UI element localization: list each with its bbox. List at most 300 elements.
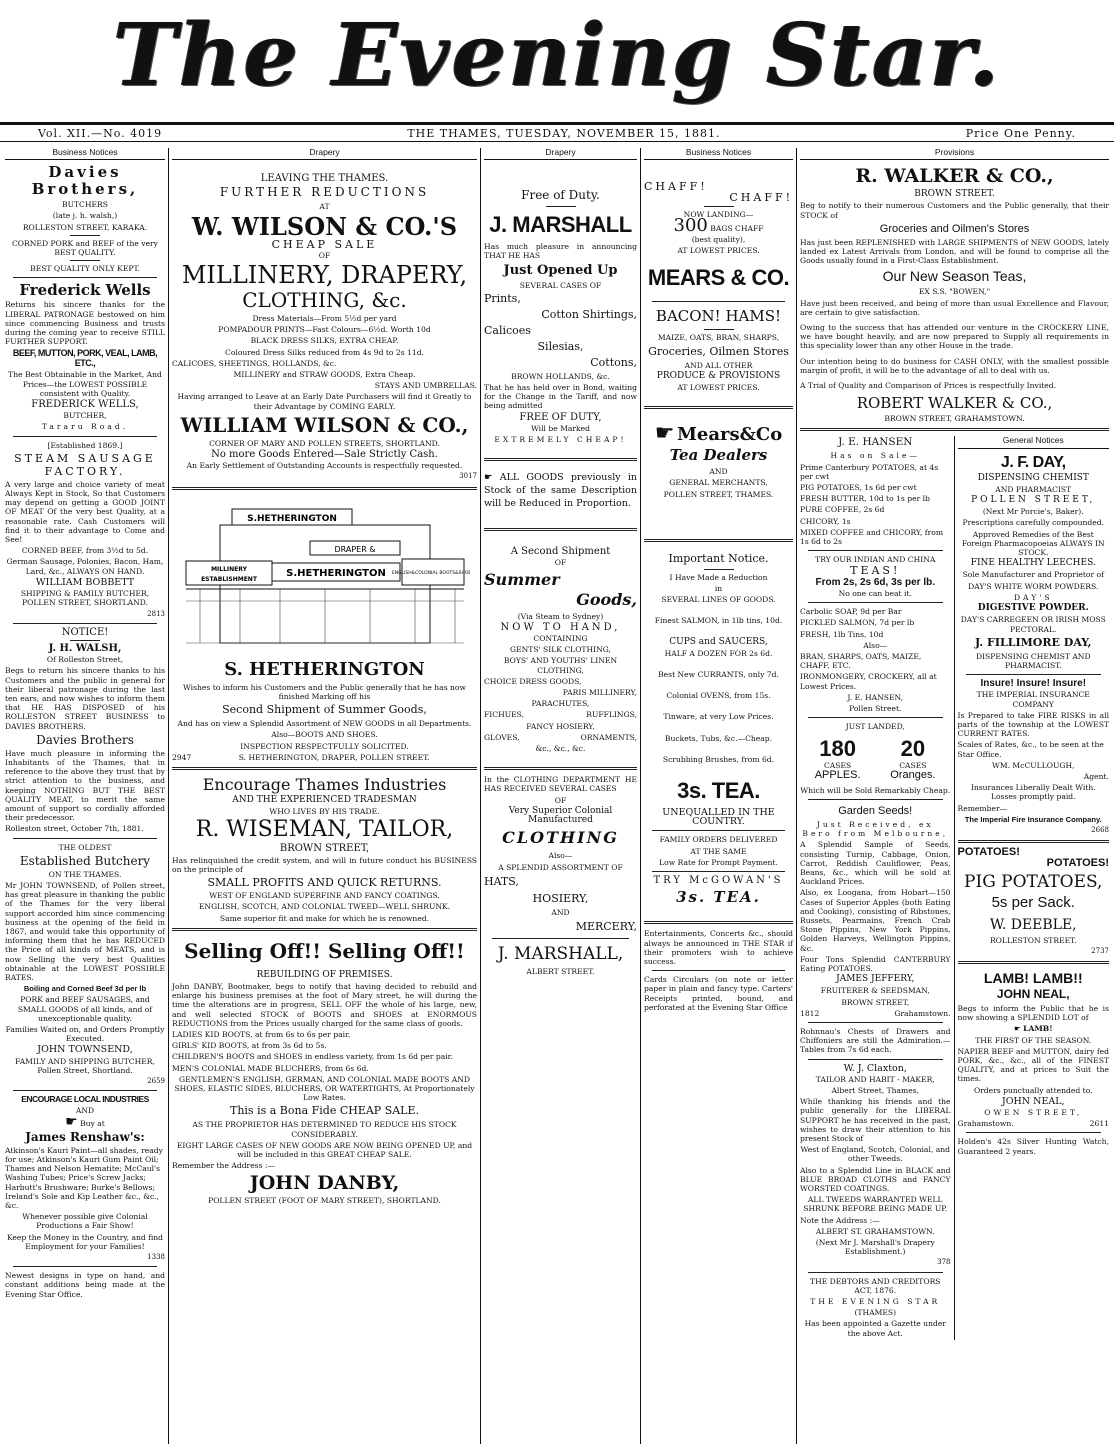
cotton-shirtings: Cotton Shirtings, bbox=[541, 307, 637, 321]
butchery-location: ON THE THAMES. bbox=[48, 869, 122, 879]
davies-best: BEST QUALITY ONLY KEPT. bbox=[30, 264, 140, 274]
ad-number: 3017 bbox=[459, 472, 477, 481]
cash-only: Our intention being to do business for CASH ONLY, with the smallest possible margin of profit, it will be to the advantage of all to deal with us. bbox=[800, 356, 1109, 375]
remember-address: Remember the Address :— bbox=[172, 1161, 276, 1171]
dress-materials: Dress Materials—From 5½d per yard bbox=[252, 314, 397, 324]
shopfront-illustration bbox=[180, 501, 470, 651]
renshaw-items: Atkinson's Kauri Paint—all shades, ready for use; Atkinson's Kauri Gum Paint Oil; Thames and Nelson Hematite; McCaul's Washing Tubes; Price's Screw Jacks; Harbutt's Brushware; Burke's Bellows; Ireland's Sole and Kip Leather &c., &c., &c. bbox=[5, 1145, 163, 1211]
imperial-company: THE IMPERIAL INSURANCE COMPANY bbox=[976, 690, 1090, 709]
scrubbing-brushes: Scrubbing Brushes, from 6d. bbox=[662, 754, 775, 764]
ad-number: 2813 bbox=[147, 609, 165, 618]
renshaw-keep: Keep the Money in the Country, and find Employment for your Families! bbox=[6, 1232, 164, 1251]
of-label-2: OF bbox=[554, 795, 567, 805]
neal-town: Grahamstown. bbox=[957, 1119, 1014, 1129]
buckets-tubs: Buckets, Tubs, &c.—Cheap. bbox=[664, 733, 773, 743]
colonial-ovens: Colonial OVENS, from 15s. bbox=[666, 691, 771, 701]
further-reductions: FURTHER REDUCTIONS bbox=[219, 185, 430, 200]
carbolic-soap: Carbolic SOAP, 9d per Bar bbox=[800, 607, 902, 617]
entertainments: Entertainments, Concerts &c., should always be announced in THE STAR if their promoters wish to achieve success. bbox=[644, 929, 793, 966]
claxton-name: W. J. Claxton, bbox=[843, 1062, 907, 1074]
ad-number: 2611 bbox=[1089, 1119, 1109, 1129]
eight-cases: EIGHT LARGE CASES OF NEW GOODS ARE NOW BEING OPENED UP, and will be included in this GREAT CHEAP SALE. bbox=[176, 1140, 473, 1159]
held-in-bond: That he has held over in Bond, waiting for the Change in the Tariff, and now being admitted bbox=[484, 383, 637, 411]
walker-title: R. WALKER & CO., bbox=[855, 165, 1054, 188]
healthy-leeches: FINE HEALTHY LEECHES. bbox=[970, 558, 1096, 569]
walsh-name: J. H. WALSH, bbox=[48, 642, 122, 654]
hetherington-title: S. HETHERINGTON bbox=[224, 658, 425, 680]
apples-cases: CASES bbox=[824, 761, 852, 771]
west-of-england: WEST OF ENGLAND SUPERFINE AND FANCY COATINGS. bbox=[209, 891, 440, 901]
sign-millinery: MILLINERY bbox=[210, 565, 247, 573]
next-marshall: (Next Mr J. Marshall's Drapery Establishment.) bbox=[815, 1238, 935, 1257]
prints: Prints, bbox=[484, 291, 521, 305]
ad-number: 2947 bbox=[172, 752, 192, 762]
pure-coffee: PURE COFFEE, 2s 6d bbox=[800, 505, 885, 515]
hetherington-address: S. HETHERINGTON, DRAPER, POLLEN STREET. bbox=[238, 752, 430, 762]
hetherington-view: And has on view a Splendid Assortment of NEW GOODS in all Departments. bbox=[177, 719, 472, 729]
butchery-title: Established Butchery bbox=[19, 853, 151, 868]
black-silks: BLACK DRESS SILKS, EXTRA CHEAP. bbox=[250, 336, 399, 346]
lamb-heading: LAMB! LAMB!! bbox=[983, 969, 1083, 986]
jeffery-town: Grahamstown. bbox=[894, 1008, 951, 1018]
important-notice: Important Notice. bbox=[668, 551, 769, 565]
sold-cheap: Which will be Sold Remarkably Cheap. bbox=[800, 785, 951, 795]
approved-remedies: Approved Remedies of the Best Foreign Pharmacopoeias ALWAYS IN STOCK. bbox=[961, 529, 1105, 558]
etc: &c., &c., &c. bbox=[535, 744, 586, 754]
chaff-2: CHAFF! bbox=[729, 191, 793, 205]
wells-road: Tararu Road. bbox=[41, 422, 129, 432]
davies2-text: Have much pleasure in informing the Inhabitants of the Thames, that in reference to the above they trust that by strict attention to the business, and keeping NOTHING BUT THE BEST QUALITY MEAT, to merit the same amount of support so cordially afforded their predecessor. bbox=[5, 748, 165, 823]
wiseman-title: R. WISEMAN, TAILOR, bbox=[195, 817, 454, 843]
established-date: [Established 1869.] bbox=[47, 440, 123, 450]
rolleston-street: ROLLESTON STREET. bbox=[989, 935, 1077, 945]
via-steam: (Via Steam to Sydney) bbox=[517, 611, 604, 621]
gazette-appointed: Has been appointed a Gazette under the above Act. bbox=[804, 1319, 946, 1338]
day-title: J. F. DAY, bbox=[1000, 453, 1066, 471]
now-landing: NOW LANDING— bbox=[683, 209, 754, 219]
ad-number: 1338 bbox=[147, 1253, 165, 1262]
have-made-reduction: I Have Made a Reduction bbox=[669, 572, 768, 582]
also-label: Also— bbox=[863, 640, 888, 650]
ad-number: 2668 bbox=[1091, 825, 1109, 834]
worm-powders: DAY'S WHITE WORM POWDERS. bbox=[968, 581, 1099, 591]
column-heading: Provisions bbox=[800, 148, 1109, 160]
deeble-name: W. DEEBLE, bbox=[989, 916, 1077, 933]
ad-number: 2737 bbox=[1091, 946, 1109, 955]
imperial-fire: The Imperial Fire Insurance Company. bbox=[964, 814, 1102, 824]
hansen-street: Pollen Street. bbox=[849, 703, 902, 713]
digestive-powder: DIGESTIVE POWDER. bbox=[977, 603, 1089, 614]
column-heading: Drapery bbox=[484, 148, 637, 160]
townsend-signature: JOHN TOWNSEND, bbox=[37, 1044, 133, 1056]
column-heading: Business Notices bbox=[5, 148, 165, 160]
davies2-date: Rolleston street, October 7th, 1881. bbox=[5, 824, 144, 834]
neal-begs: Begs to inform the Public that he is now showing a SPLENDID LOT of bbox=[957, 1003, 1109, 1023]
ad-number: 2659 bbox=[147, 1077, 165, 1086]
issue-date: THE THAMES, TUESDAY, NOVEMBER 15, 1881. bbox=[407, 126, 721, 140]
walker-grahamstown: BROWN STREET, GRAHAMSTOWN. bbox=[884, 414, 1025, 424]
tea-dealers: Tea Dealers bbox=[669, 446, 768, 465]
renshaw-whenever: Whenever possible give Colonial Productions a Fair Show! bbox=[22, 1212, 148, 1231]
buy-at-label: Buy at bbox=[80, 1118, 105, 1128]
napier-beef: NAPIER BEEF and MUTTON, dairy fed PORK, &c., &c., all of the FINEST QUALITY, and at prices to Suit the times. bbox=[957, 1046, 1109, 1084]
subcolumn-left bbox=[800, 436, 955, 1339]
davies2-title: Davies Brothers bbox=[36, 732, 134, 747]
teas-received: Have just been received, and being of more than usual Excellence and Flavour, are certain to give satisfaction. bbox=[800, 298, 1109, 317]
fancy-hosiery: FANCY HOSIERY, bbox=[526, 721, 595, 731]
goods-title: Goods, bbox=[576, 589, 637, 609]
several-cases: SEVERAL CASES OF bbox=[519, 280, 602, 290]
of-label: OF bbox=[318, 250, 331, 260]
try-mcgowans: TRY McGOWAN'S bbox=[653, 875, 784, 887]
groceries-stores: Groceries and Oilmen's Stores bbox=[879, 222, 1030, 235]
crockery-line: Owing to the success that has attended our venture in the CROCKERY LINE, we have bought heavily, and are now prepared to Supply all requirements in this speciality lower than any other House in the trade. bbox=[800, 323, 1109, 351]
rohnnau-chests: Rohnnau's Chests of Drawers and Chiffoniers are still the Admiration.—Tables from 7s 6d each. bbox=[800, 1027, 951, 1055]
sausage-text: A very large and choice variety of meat Always Kept in Stock, So that Customers may depend on getting a GOOD JOINT OF MEAT Of the very best Quality, at a reasonable rate. Cash Customers will find it to their advantage to Come and See! bbox=[5, 479, 165, 545]
families-text: Families Waited on, and Orders Promptly Executed. bbox=[5, 1025, 165, 1044]
small-profits: SMALL PROFITS AND QUICK RETURNS. bbox=[207, 876, 442, 890]
dispensing-chemist: DISPENSING CHEMIST bbox=[977, 472, 1089, 483]
potatoes-heading: POTATOES! bbox=[957, 846, 1020, 859]
orders-attended: Orders punctually attended to. bbox=[973, 1085, 1093, 1095]
replenished: Has just been REPLENISHED with LARGE SHIPMENTS of NEW GOODS, lately landed ex Latest Arrivals from London, and will be found to comprise all the Goods usually found in a First-Class Establishment. bbox=[800, 237, 1109, 266]
walsh-text: Begs to return his sincere thanks to his Customers and the public in general for their liberal patronage during the last ten ears, and now wishes to inform them that HE HAS DISPOSED of his ROLLESTON STREET BUSINESS to DAVIES BROTHERS. bbox=[5, 666, 165, 731]
pork-text: PORK and BEEF SAUSAGES, and SMALL GOODS of all kinds, and of unexceptionable quality. bbox=[17, 995, 153, 1023]
fruiterer: FRUITERER & SEEDSMAN, bbox=[820, 986, 930, 996]
ironmongery: IRONMONGERY, CROCKERY, all at Lowest Prices. bbox=[800, 672, 937, 691]
column-provisions bbox=[796, 148, 1112, 1444]
pickled-salmon: PICKLED SALMON, 7d per lb bbox=[800, 618, 915, 628]
sign-boots: ENGLISH&COLONIAL BOOTS&SHOES bbox=[391, 570, 470, 576]
tea-3s: 3s. TEA. bbox=[677, 778, 760, 804]
mears-logo: Mears&Co bbox=[676, 424, 783, 446]
second-shipment: A Second Shipment bbox=[510, 546, 611, 558]
just-opened: Just Opened Up bbox=[503, 262, 618, 278]
debtors-act: THE DEBTORS AND CREDITORS ACT, 1876. bbox=[810, 1276, 941, 1295]
cards-circulars: Cards Circulars (on note or letter paper in plain and fancy type. Carters' Receipts printed, bound, and perforated at the Evening Star Office bbox=[644, 975, 793, 1012]
apples-oranges bbox=[800, 737, 951, 779]
thames-label: (THAMES) bbox=[854, 1308, 897, 1318]
pointing-hand-icon: ☛ bbox=[654, 421, 675, 447]
no-one-beat: No one can beat it. bbox=[838, 588, 912, 598]
best-currants: Best New CURRANTS, only 7d. bbox=[658, 670, 779, 680]
wells-role: BUTCHER, bbox=[63, 411, 107, 421]
groceries: Groceries, Oilmen Stores bbox=[648, 344, 789, 358]
wiseman-street: BROWN STREET, bbox=[279, 843, 370, 855]
newest-designs: Newest designs in type on hand, and constant additions being made at the Evening Star Office. bbox=[5, 1271, 165, 1299]
marshall-has: Has much pleasure in announcing THAT HE HAS bbox=[484, 242, 637, 261]
wilson-name: W. WILSON & CO.'S bbox=[191, 211, 458, 241]
first-of-season: THE FIRST OF THE SEASON. bbox=[975, 1035, 1092, 1045]
selling-off: Selling Off!! Selling Off!! bbox=[184, 938, 465, 963]
superior-fit: Same superior fit and make for which he is renowned. bbox=[219, 913, 430, 923]
gloves: GLOVES, bbox=[484, 732, 520, 742]
owen-street: OWEN STREET, bbox=[984, 1108, 1083, 1117]
lowest-prices: AT LOWEST PRICES. bbox=[677, 246, 760, 256]
hansen-signature: J. E. HANSEN, bbox=[847, 692, 904, 702]
claxton-black: Also to a Splendid Line in BLACK and BLUE BROAD CLOTHS and FANCY WORSTED COATINGS. bbox=[800, 1165, 951, 1194]
free-of-duty: Free of Duty. bbox=[521, 188, 600, 203]
several-lines: SEVERAL LINES OF GOODS. bbox=[661, 595, 776, 605]
jeffery-name: JAMES JEFFERY, bbox=[836, 974, 915, 985]
and-pharmacist: AND PHARMACIST bbox=[995, 484, 1072, 494]
claxton-tweeds: West of England, Scotch, Colonial, and other Tweeds. bbox=[800, 1145, 950, 1164]
just-landed: JUST LANDED, bbox=[845, 722, 905, 732]
english-scotch: ENGLISH, SCOTCH, AND COLONIAL TWEED—WELL SHRUNK. bbox=[198, 902, 451, 912]
volume-number: Vol. XII.—No. 4019 bbox=[38, 126, 163, 140]
bona-fide: This is a Bona Fide CHEAP SALE. bbox=[229, 1104, 420, 1118]
hosiery: HOSIERY, bbox=[532, 891, 589, 905]
wells-signature: FREDERICK WELLS, bbox=[31, 399, 139, 411]
pig-potatoes: PIG POTATOES, 1s 6d per cwt bbox=[800, 483, 917, 493]
price: Price One Penny. bbox=[965, 126, 1076, 140]
ad-number: 1812 bbox=[800, 1008, 820, 1018]
column-heading: Business Notices bbox=[644, 148, 793, 160]
potatoes-heading-2: POTATOES! bbox=[1046, 857, 1109, 870]
cottons: Cottons, bbox=[590, 355, 637, 369]
extremely-cheap: EXTREMELY CHEAP! bbox=[494, 435, 627, 445]
all-goods-reduced: ☛ ALL GOODS previously in Stock of the same Description will be Reduced in Proportion. bbox=[484, 472, 637, 510]
newspaper-title: The Evening Star. bbox=[112, 5, 1002, 106]
pointing-hand-icon: ☛ bbox=[484, 472, 500, 484]
danby-text: John DANBY, Bootmaker, begs to notify that having decided to rebuild and enlarge his business premises at the foot of Mary street, he will during the time the alterations are in progress, SELL OFF the whole of his large, new, and well selected STOCK of BOOTS and SHOES at ENORMOUS REDUCTIONS from the Prices usually charged for the same class of goods. bbox=[172, 981, 477, 1028]
townsend-role: FAMILY AND SHIPPING BUTCHER, Pollen Street, Shortland. bbox=[15, 1056, 155, 1075]
davies-text: CORNED PORK and BEEF of the very BEST QUALITY. bbox=[12, 238, 158, 258]
and-label: AND bbox=[551, 907, 570, 917]
marshall-name: J. MARSHALL bbox=[489, 212, 632, 238]
chaff-1: CHAFF! bbox=[644, 180, 708, 194]
in-label: in bbox=[714, 584, 723, 594]
and-label: AND bbox=[75, 1106, 95, 1116]
prescriptions: Prescriptions carefully compounded. bbox=[962, 518, 1105, 528]
clothing: CLOTHING, &c. bbox=[242, 288, 407, 313]
children-boots: CHILDREN'S BOOTS and SHOES in endless variety, from 1s 6d per pair. bbox=[172, 1052, 453, 1062]
davies-title: Davies Brothers, bbox=[31, 163, 139, 199]
choice-dress: CHOICE DRESS GOODS, bbox=[484, 676, 582, 686]
townsend-text: Mr JOHN TOWNSEND, of Pollen street, has great pleasure in thanking the public of the Thames for the very liberal support accorded him since commencing business at the opening of the field in 1867, and would take this opportunity of informing them that he has REDUCED the Price of all kinds of MEATS, and is now Selling the very best Qualities obtainable at the LOWEST POSSIBLE RATES. bbox=[5, 880, 165, 982]
leaving-thames: LEAVING THE THAMES. bbox=[260, 173, 389, 185]
now-to-hand: NOW TO HAND, bbox=[500, 621, 621, 633]
millinery-straw: MILLINERY and STRAW GOODS, Extra Cheap. bbox=[233, 370, 416, 380]
at-lowest-prices: AT LOWEST PRICES. bbox=[677, 383, 760, 393]
boiling-beef: Boiling and Corned Beef 3d per lb bbox=[23, 984, 147, 994]
general-merchants: GENERAL MERCHANTS, bbox=[669, 478, 768, 488]
mercery: MERCERY, bbox=[575, 919, 637, 933]
gents-silk: GENTS' SILK CLOTHING, bbox=[510, 645, 611, 655]
pollen-street: POLLEN STREET, THAMES. bbox=[663, 489, 774, 499]
next-porcie: (Next Mr Porcie's, Baker). bbox=[982, 507, 1084, 517]
liberally-dealt: Insurances Liberally Dealt With. Losses promptly paid. bbox=[970, 783, 1096, 802]
note-address: Note the Address :— bbox=[800, 1215, 880, 1225]
oldest-label: THE OLDEST bbox=[58, 842, 112, 852]
gentlemen-boots: GENTLEMEN'S ENGLISH, GERMAN, AND COLONIAL MADE BOOTS AND SHOES, ELASTIC SIDES, BLUCHERS, OR WATERTIGHTS, At Proportionately Low Rates. bbox=[174, 1074, 475, 1103]
inspection: INSPECTION RESPECTFULLY SOLICITED. bbox=[240, 741, 409, 751]
fresh-tins: FRESH, 1lb Tins, 10d bbox=[800, 629, 884, 639]
fillimore-day: J. FILLIMORE DAY, bbox=[975, 635, 1092, 649]
has-on-sale: Has on Sale— bbox=[830, 451, 921, 461]
trial-invited: A Trial of Quality and Comparison of Prices is respectfully Invited. bbox=[800, 381, 1057, 391]
pig-potatoes-title: PIG POTATOES, bbox=[964, 871, 1103, 892]
lamb-small: LAMB! bbox=[1023, 1024, 1053, 1034]
carrageen: DAY'S CARREGEEN OR IRISH MOSS PECTORAL. bbox=[960, 615, 1106, 634]
wells-meats: BEEF, MUTTON, PORK, VEAL, LAMB, ETC., bbox=[12, 348, 158, 369]
bags-count: 300 bbox=[673, 214, 708, 236]
tea-3s-small: 3s. TEA. bbox=[676, 888, 761, 907]
walsh-address: Of Rolleston Street, bbox=[46, 655, 124, 665]
bobbett-role: SHIPPING & FAMILY BUTCHER, POLLEN STREET, SHORTLAND. bbox=[20, 589, 150, 608]
column-drapery-1 bbox=[168, 148, 480, 1444]
produce-provisions: PRODUCE & PROVISIONS bbox=[656, 370, 781, 381]
containing: CONTAINING bbox=[533, 634, 588, 644]
low-rate: Low Rate for Prompt Payment. bbox=[659, 857, 778, 867]
dispensing-chemist-2: DISPENSING CHEMIST AND PHARMACIST. bbox=[975, 651, 1091, 670]
fire-risks: Is Prepared to take FIRE RISKS in all parts of the township at the LOWEST CURRENT RATES. bbox=[957, 710, 1109, 739]
claxton-while: While thanking his friends and the public generally for the LIBERAL SUPPORT he has received in the past, wishes to draw their attention to his present Stock of bbox=[800, 1097, 951, 1144]
ex-bowen: EX S.S. "BOWEN," bbox=[918, 287, 991, 297]
having-arranged: Having arranged to Leave at an Early Date Purchasers will find it Greatly to their Advantage by COMING EARLY. bbox=[177, 392, 472, 411]
sign-main: S.HETHERINGTON bbox=[285, 567, 386, 579]
neal-name: JOHN NEAL, bbox=[996, 986, 1070, 1001]
boys-clothing: BOYS' AND YOUTHS' LINEN CLOTHING, bbox=[503, 656, 618, 675]
claxton-street: Albert Street, Thames, bbox=[831, 1086, 920, 1096]
marshall-name-2: J. MARSHALL, bbox=[497, 943, 624, 964]
millinery-drapery: MILLINERY, DRAPERY, bbox=[181, 261, 468, 290]
scales-of-rates: Scales of Rates, &c., to be seen at the Star Office. bbox=[957, 740, 1104, 759]
ladies-boots: LADIES KID BOOTS, at from 6s to 6s per pair. bbox=[172, 1029, 351, 1039]
subcolumn-right bbox=[955, 436, 1109, 1339]
danby-name: JOHN DANBY, bbox=[249, 1172, 400, 1195]
second-shipment: Second Shipment of Summer Goods, bbox=[222, 703, 427, 717]
splendid-assortment: A SPLENDID ASSORTMENT OF bbox=[498, 862, 623, 872]
wells-text: Returns his sincere thanks for the LIBERAL PATRONAGE bestowed on him since commencing Business and trusts during the coming year to receive STILL FURTHER SUPPORT. bbox=[5, 300, 165, 347]
at-the-same: AT THE SAME bbox=[690, 846, 747, 856]
davies-subtitle: BUTCHERS bbox=[62, 200, 108, 210]
four-tons: Four Tons Splendid CANTERBURY Eating POTATOES. bbox=[800, 954, 951, 973]
new-season-teas: Our New Season Teas, bbox=[882, 268, 1027, 285]
paris-millinery: PARIS MILLINERY, bbox=[562, 688, 637, 698]
just-received: Just Received, ex Bero from Melbourne, bbox=[802, 819, 949, 839]
prime-potatoes: Prime Canterbury POTATOES, at 4s per cwt bbox=[800, 462, 939, 481]
masthead bbox=[0, 0, 1114, 118]
albert-street: ALBERT STREET. bbox=[526, 966, 595, 976]
unequalled: UNEQUALLED IN THE COUNTRY. bbox=[662, 807, 775, 828]
coloured-silks: Coloured Dress Silks reduced from 4s 9d to 2s 11d. bbox=[225, 347, 424, 357]
parachutes: PARACHUTES, bbox=[531, 699, 590, 709]
fresh-butter: FRESH BUTTER, 10d to 1s per lb bbox=[800, 494, 930, 504]
clothing-department: In the CLOTHING DEPARTMENT HE HAS RECEIVED SEVERAL CASES bbox=[484, 775, 637, 794]
garden-seeds: Garden Seeds! bbox=[838, 804, 913, 817]
per-sack: 5s per Sack. bbox=[991, 893, 1075, 911]
experienced-tradesman: AND THE EXPERIENCED TRADESMAN bbox=[232, 795, 417, 806]
lives-by-trade: WHO LIVES BY HIS TRADE. bbox=[269, 807, 380, 817]
walker-beg: Beg to notify to their numerous Customers and the Public generally, that their STOCK of bbox=[800, 201, 1109, 220]
tinware: Tinware, at very Low Prices. bbox=[663, 712, 774, 722]
day-street: POLLEN STREET, bbox=[971, 495, 1096, 506]
apples: APPLES. bbox=[814, 768, 861, 781]
stays-umbrellas: STAYS AND UMBRELLAS. bbox=[374, 381, 477, 391]
clothing-title: CLOTHING bbox=[502, 828, 619, 848]
and-label: AND bbox=[709, 467, 728, 477]
rufflings: RUFFLINGS, bbox=[586, 710, 637, 720]
half-dozen: HALF A DOZEN FOR 2s 6d. bbox=[664, 648, 773, 658]
family-orders: FAMILY ORDERS DELIVERED bbox=[659, 835, 778, 845]
seeds-sample: A Splendid Sample of Seeds, consisting Turnip, Cabbage, Onion, Carrot, Reddish Cauliflower, Peas, Beans, &c., which will be sold at Auckland Prices. bbox=[800, 840, 951, 887]
summer-title: Summer bbox=[484, 569, 560, 589]
proprietor-determined: AS THE PROPRIETOR HAS DETERMINED TO REDUCE HIS STOCK CONSIDERABLY. bbox=[192, 1120, 457, 1139]
early-settlement: An Early Settlement of Outstanding Accounts is respectfully requested. bbox=[186, 461, 463, 471]
days-label: DAY'S bbox=[1013, 592, 1053, 602]
try-indian: TRY OUR INDIAN AND CHINA bbox=[815, 555, 936, 565]
provisions-subcolumns bbox=[800, 436, 1109, 1339]
sausage-corned: CORNED BEEF, from 3½d to 5d. bbox=[21, 546, 149, 556]
loogana-apples: Also, ex Loogana, from Hobart—150 Cases of Superior Apples (both Eating and Cooking), consisting of Ribstones, Russets, Pearmains, French Crab Stone Pippins, New York Pippins, Golden Harveys, Wellington Pippins, &c. bbox=[800, 888, 951, 953]
robert-walker: ROBERT WALKER & CO., bbox=[856, 394, 1053, 413]
davies-address: ROLLESTON STREET, KARAKA. bbox=[22, 222, 148, 232]
silesias: Silesias, bbox=[537, 339, 584, 353]
girls-boots: GIRLS' KID BOOTS, at from 3s 6d to 5s. bbox=[172, 1041, 327, 1051]
bobbett-name: WILLIAM BOBBETT bbox=[35, 576, 135, 588]
finest-salmon: Finest SALMON, in 1lb tins, 10d. bbox=[654, 616, 783, 626]
mixed-coffee: MIXED COFFEE and CHICORY, from 1s 6d to 2s bbox=[800, 527, 944, 547]
mears-title: MEARS & CO. bbox=[647, 265, 790, 291]
encourage-local: ENCOURAGE LOCAL INDUSTRIES bbox=[21, 1094, 149, 1105]
neal-name-2: JOHN NEAL, bbox=[1001, 1095, 1065, 1107]
sign-top: S.HETHERINGTON bbox=[246, 513, 337, 524]
of-label: OF bbox=[554, 558, 567, 568]
also-label: Also— bbox=[548, 851, 573, 861]
claxton-role: TAILOR AND HABIT - MAKER, bbox=[815, 1074, 935, 1084]
albert-grahamstown: ALBERT ST. GRAHAMSTOWN. bbox=[815, 1226, 935, 1236]
boots-shoes: Also—BOOTS AND SHOES. bbox=[271, 730, 378, 740]
pointing-hand-icon: ☛ bbox=[65, 1113, 78, 1130]
jeffery-street: BROWN STREET, bbox=[841, 997, 910, 1007]
renshaw-title: James Renshaw's: bbox=[25, 1129, 145, 1144]
agent-label: Agent. bbox=[1083, 771, 1109, 781]
pompadour-prints: POMPADOUR PRINTS—Fast Colours—6½d. Worth 10d bbox=[218, 325, 431, 335]
hetherington-wishes: Wishes to inform his Customers and the Public generally that he has now finished Marking off his bbox=[183, 682, 466, 702]
fichues: FICHUES, bbox=[484, 710, 524, 720]
chicory: CHICORY, 1s bbox=[800, 516, 851, 526]
sign-establishment: ESTABLISHMENT bbox=[200, 575, 257, 583]
bacon-hams: BACON! HAMS! bbox=[655, 307, 782, 326]
and-all-other: AND ALL OTHER bbox=[684, 360, 753, 370]
brown-hollands: BROWN HOLLANDS, &c. bbox=[511, 371, 610, 381]
oranges-cases: CASES bbox=[899, 761, 927, 771]
maize-oats: MAIZE, OATS, BRAN, SHARPS, bbox=[657, 333, 780, 343]
apples-count: 180 bbox=[819, 736, 856, 762]
free-duty-2: FREE OF DUTY, bbox=[519, 411, 602, 423]
hats: HATS, bbox=[484, 874, 519, 888]
notice-heading: NOTICE! bbox=[61, 626, 109, 638]
best-quality: (best quality), bbox=[691, 235, 746, 245]
sausage-title: STEAM SAUSAGE FACTORY. bbox=[14, 451, 156, 478]
insure-heading: Insure! Insure! Insure! bbox=[980, 678, 1087, 690]
oranges: Oranges. bbox=[890, 768, 936, 781]
tea-prices: From 2s, 2s 6d, 3s per lb. bbox=[815, 576, 935, 588]
calicoes: CALICOES, SHEETINGS, HOLLANDS, &c. bbox=[172, 358, 337, 368]
wilson-corner: CORNER OF MARY AND POLLEN STREETS, SHORTLAND. bbox=[209, 438, 440, 448]
general-notices-heading: General Notices bbox=[958, 436, 1109, 448]
davies-late: (late j. h. walsh,) bbox=[52, 211, 118, 221]
column-business-notices-2 bbox=[640, 148, 796, 1444]
sausage-german: German Sausage, Polonies, Bacon, Ham, Lard, &c., ALWAYS ON HAND. bbox=[6, 557, 164, 576]
ornaments: ORNAMENTS, bbox=[580, 732, 637, 742]
pointing-hand-icon: ☛ bbox=[1013, 1024, 1024, 1034]
wells-title: Frederick Wells bbox=[19, 281, 151, 300]
dateline-bar bbox=[0, 122, 1114, 142]
william-wilson: WILLIAM WILSON & CO., bbox=[180, 412, 469, 437]
encourage-industries: Encourage Thames Industries bbox=[202, 775, 447, 795]
